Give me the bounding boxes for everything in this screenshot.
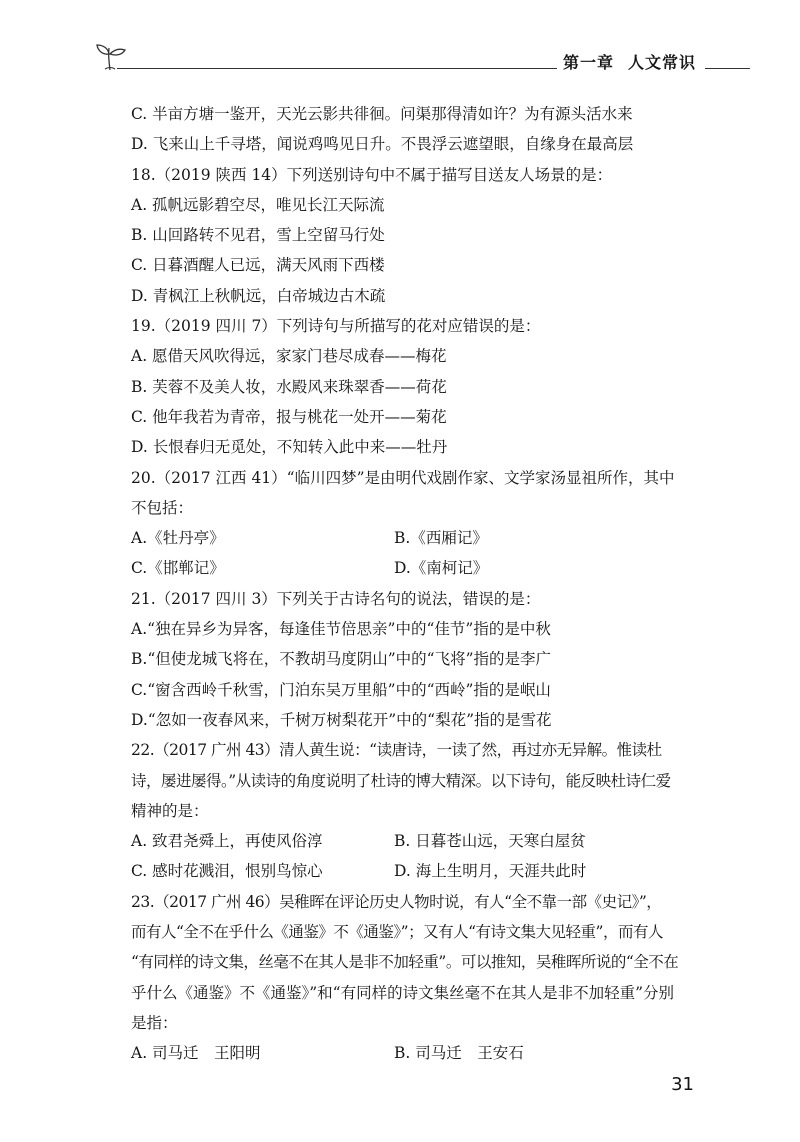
- leaf-icon: [95, 44, 129, 74]
- question-body: [131, 99, 678, 1069]
- text-line: D. 飞来山上千寻塔，闻说鸡鸣见日升。不畏浮云遮望眼，自缘身在最高层: [131, 135, 634, 154]
- question-23-stem-cont: “有同样的诗文集，丝毫不在其人是非不加轻重”。可以推知，吴稚晖所说的“全不在: [131, 953, 679, 972]
- option-c: C. 感时花溅泪，恨别鸟惊心: [131, 862, 323, 881]
- question-23-stem-cont: 而有人“全不在乎什么《通鉴》不《通鉴》”；又有人“有诗文集大见轻重”，而有人: [131, 923, 663, 942]
- question-23-stem-cont: 乎什么《通鉴》不《通鉴》”和“有同样的诗文集丝毫不在其人是非不加轻重”分别: [131, 983, 675, 1002]
- option-b: B.《西厢记》: [394, 529, 488, 548]
- question-22-stem-cont: 诗，屡进屡得。”从读诗的角度说明了杜诗的博大精深。以下诗句，能反映杜诗仁爱: [131, 771, 671, 790]
- option-d: D. 海上生明月，天涯共此时: [394, 862, 587, 881]
- chapter-header: [95, 44, 750, 76]
- option-line: D. 青枫江上秋帆远，白帝城边古木疏: [131, 286, 386, 305]
- option-c: C.《邯郸记》: [131, 559, 225, 578]
- option-line: A.“独在异乡为异客，每逢佳节倍思亲”中的“佳节”指的是中秋: [131, 620, 551, 639]
- option-line: B. 山回路转不见君，雪上空留马行处: [131, 226, 385, 245]
- option-line: C.“窗含西岭千秋雪，门泊东吴万里船”中的“西岭”指的是岷山: [131, 680, 551, 699]
- chapter-title: [563, 50, 696, 73]
- page-number: 31: [671, 1074, 694, 1095]
- question-19-stem: 19.（2019 四川 7）下列诗句与所描写的花对应错误的是：: [131, 317, 541, 336]
- text-line: C. 半亩方塘一鉴开，天光云影共徘徊。问渠那得清如许？为有源头活水来: [131, 105, 633, 123]
- option-line: A. 孤帆远影碧空尽，唯见长江天际流: [131, 195, 385, 214]
- chapter-number: 第一章: [563, 53, 615, 72]
- question-20-stem-cont: 不包括：: [131, 498, 194, 517]
- question-23-stem-cont: 是指：: [131, 1013, 178, 1032]
- option-a: A.《牡丹亭》: [131, 529, 225, 548]
- option-line: C. 他年我若为青帝，报与桃花一处开——菊花: [131, 407, 447, 426]
- option-line: B. 芙蓉不及美人妆，水殿风来珠翠香——荷花: [131, 377, 447, 396]
- q23-options-row: [131, 1038, 678, 1068]
- option-line: D. 长恨春归无觅处，不知转入此中来——牡丹: [131, 438, 448, 457]
- option-a: A. 司马迁 王阳明: [131, 1044, 261, 1063]
- q22-options-row: [131, 826, 678, 856]
- question-20-stem: 20.（2017 江西 41）“临川四梦”是由明代戏剧作家、文学家汤显祖所作，其中: [131, 468, 675, 487]
- header-rule-right: [705, 68, 750, 69]
- option-a: A. 致君尧舜上，再使风俗淳: [131, 832, 323, 851]
- option-b: B. 日暮苍山远，天寒白屋贫: [394, 832, 586, 851]
- option-b: B. 司马迁 王安石: [394, 1044, 524, 1063]
- question-23-stem: 23.（2017 广州 46）吴稚晖在评论历史人物时说，有人“全不靠一部《史记》”，: [131, 892, 662, 911]
- q20-options-row: [131, 553, 678, 583]
- header-rule-left: [117, 68, 557, 69]
- option-line: D.“忽如一夜春风来，千树万树梨花开”中的“梨花”指的是雪花: [131, 710, 552, 729]
- chapter-name: 人文常识: [628, 53, 697, 72]
- question-22-stem-cont: 精神的是：: [131, 801, 209, 820]
- question-21-stem: 21.（2017 四川 3）下列关于古诗名句的说法，错误的是：: [131, 589, 541, 608]
- question-22-stem: 22.（2017 广州 43）清人黄生说：“读唐诗，一读了然，再过亦无异解。惟读杜: [131, 741, 662, 760]
- question-18-stem: 18.（2019 陕西 14）下列送别诗句中不属于描写目送友人场景的是：: [131, 165, 613, 184]
- option-d: D.《南柯记》: [394, 559, 489, 578]
- option-line: A. 愿借天风吹得远，家家门巷尽成春——梅花: [131, 347, 447, 366]
- option-line: B.“但使龙城飞将在，不教胡马度阴山”中的“飞将”指的是李广: [131, 650, 552, 669]
- option-line: C. 日暮酒醒人已远，满天风雨下西楼: [131, 256, 385, 275]
- q22-options-row: [131, 856, 678, 886]
- q20-options-row: [131, 523, 678, 553]
